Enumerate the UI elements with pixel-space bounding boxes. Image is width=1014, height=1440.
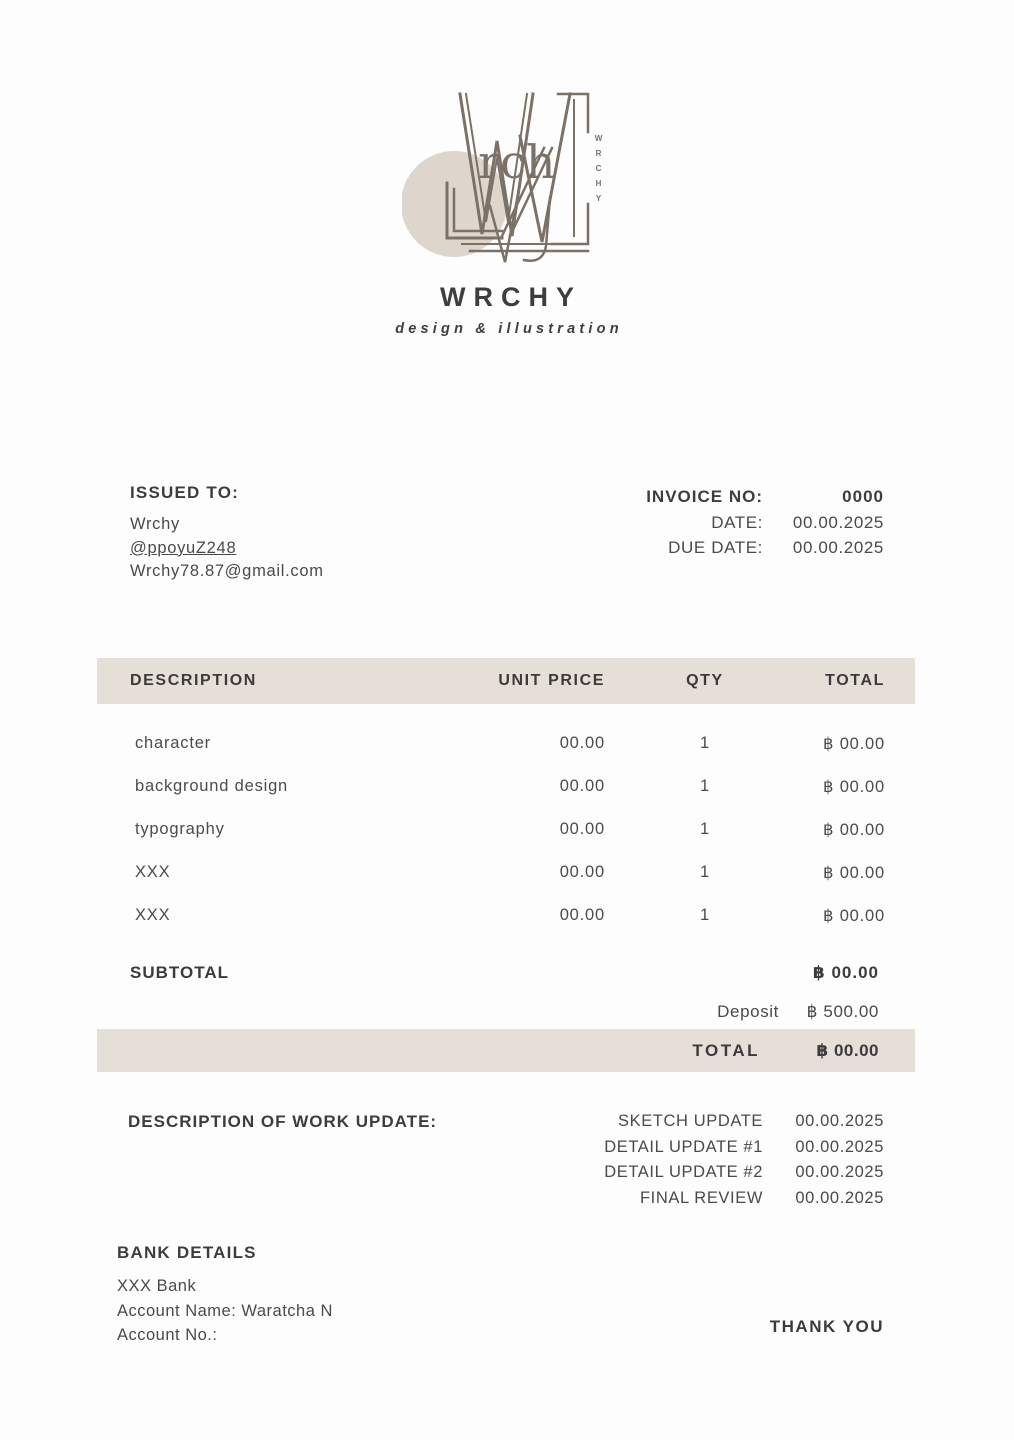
col-header-qty: QTY bbox=[686, 672, 724, 689]
col-header-total: TOTAL bbox=[825, 672, 885, 689]
item-qty: 1 bbox=[700, 820, 710, 838]
work-update-date: 00.00.2025 bbox=[795, 1189, 884, 1208]
invoice-due-date-label: DUE DATE: bbox=[668, 538, 763, 557]
invoice-due-date-row bbox=[646, 535, 884, 561]
brand-name: WRCHY bbox=[440, 282, 582, 312]
logo-monogram-text: rch bbox=[478, 135, 556, 189]
item-unit-price: 00.00 bbox=[559, 777, 605, 795]
logo-vertical-text: WRCHY bbox=[594, 134, 603, 209]
work-update-stage: SKETCH UPDATE bbox=[617, 1112, 763, 1130]
item-description: XXX bbox=[135, 906, 171, 924]
item-description: XXX bbox=[135, 863, 171, 881]
issued-to-label: ISSUED TO: bbox=[130, 483, 239, 502]
client-name: Wrchy bbox=[130, 515, 180, 533]
work-update-row bbox=[604, 1160, 884, 1186]
bank-details-section bbox=[117, 1243, 333, 1348]
item-unit-price: 00.00 bbox=[559, 863, 605, 881]
thank-you-note: THANK YOU bbox=[769, 1317, 884, 1336]
deposit-value: ฿ 500.00 bbox=[806, 1001, 879, 1021]
work-update-schedule bbox=[604, 1109, 884, 1212]
item-total: ฿ 00.00 bbox=[823, 906, 885, 925]
client-email: Wrchy78.87@gmail.com bbox=[130, 562, 324, 580]
bank-account-name: Account Name: Waratcha N bbox=[117, 1301, 333, 1320]
subtotal-value: ฿ 00.00 bbox=[812, 962, 879, 982]
work-update-date: 00.00.2025 bbox=[795, 1137, 884, 1156]
item-unit-price: 00.00 bbox=[559, 906, 605, 924]
table-row bbox=[97, 808, 915, 851]
items-table bbox=[97, 658, 915, 937]
col-header-unit-price: UNIT PRICE bbox=[498, 672, 605, 689]
item-total: ฿ 00.00 bbox=[823, 863, 885, 882]
item-qty: 1 bbox=[700, 777, 710, 795]
item-qty: 1 bbox=[700, 863, 710, 881]
total-value: ฿ 00.00 bbox=[816, 1040, 879, 1060]
client-handle-link[interactable]: @ppoyuZ248 bbox=[130, 538, 237, 557]
item-qty: 1 bbox=[700, 734, 710, 752]
invoice-date-row bbox=[646, 510, 884, 536]
work-update-row bbox=[604, 1109, 884, 1135]
table-row bbox=[97, 851, 915, 894]
item-total: ฿ 00.00 bbox=[823, 734, 885, 753]
item-unit-price: 00.00 bbox=[559, 734, 605, 752]
work-update-stage: DETAIL UPDATE #1 bbox=[604, 1137, 763, 1156]
work-update-heading: DESCRIPTION OF WORK UPDATE: bbox=[128, 1112, 438, 1131]
item-description: background design bbox=[135, 777, 289, 795]
item-unit-price: 00.00 bbox=[559, 820, 605, 838]
table-header-row bbox=[97, 658, 915, 704]
bank-name: XXX Bank bbox=[117, 1277, 197, 1295]
total-row bbox=[97, 1029, 915, 1072]
table-row bbox=[97, 894, 915, 937]
subtotal-row bbox=[97, 959, 915, 986]
invoice-date-label: DATE: bbox=[711, 512, 763, 532]
invoice-number-label: INVOICE NO: bbox=[646, 487, 763, 506]
item-total: ฿ 00.00 bbox=[823, 820, 885, 839]
work-update-date: 00.00.2025 bbox=[795, 1112, 884, 1130]
invoice-number-value: 0000 bbox=[842, 487, 884, 506]
work-update-row bbox=[604, 1186, 884, 1212]
deposit-row bbox=[97, 998, 915, 1025]
invoice-due-date-value: 00.00.2025 bbox=[792, 538, 884, 557]
work-update-stage: DETAIL UPDATE #2 bbox=[604, 1163, 763, 1182]
work-update-date: 00.00.2025 bbox=[795, 1163, 884, 1182]
work-update-stage: FINAL REVIEW bbox=[639, 1189, 763, 1208]
subtotal-label: SUBTOTAL bbox=[130, 962, 229, 982]
invoice-date-value: 00.00.2025 bbox=[792, 512, 884, 532]
bank-details-heading: BANK DETAILS bbox=[117, 1243, 257, 1262]
item-total: ฿ 00.00 bbox=[823, 777, 885, 796]
col-header-description: DESCRIPTION bbox=[130, 672, 257, 689]
bank-account-number: Account No.: bbox=[117, 1326, 218, 1344]
invoice-number-row bbox=[646, 484, 884, 510]
logo-monogram-icon bbox=[402, 86, 612, 268]
table-row bbox=[97, 722, 915, 765]
table-row bbox=[97, 765, 915, 808]
work-update-row bbox=[604, 1135, 884, 1161]
brand-logo bbox=[402, 86, 612, 268]
brand-tagline: design & illustration bbox=[395, 321, 623, 337]
invoice-meta-section bbox=[646, 484, 884, 561]
item-qty: 1 bbox=[700, 906, 710, 924]
total-label: TOTAL bbox=[692, 1040, 760, 1060]
brand-header bbox=[0, 86, 1014, 337]
item-description: typography bbox=[135, 820, 225, 838]
table-body bbox=[97, 722, 915, 937]
issued-to-section bbox=[130, 483, 324, 584]
deposit-label: Deposit bbox=[717, 1001, 779, 1021]
item-description: character bbox=[135, 734, 211, 752]
